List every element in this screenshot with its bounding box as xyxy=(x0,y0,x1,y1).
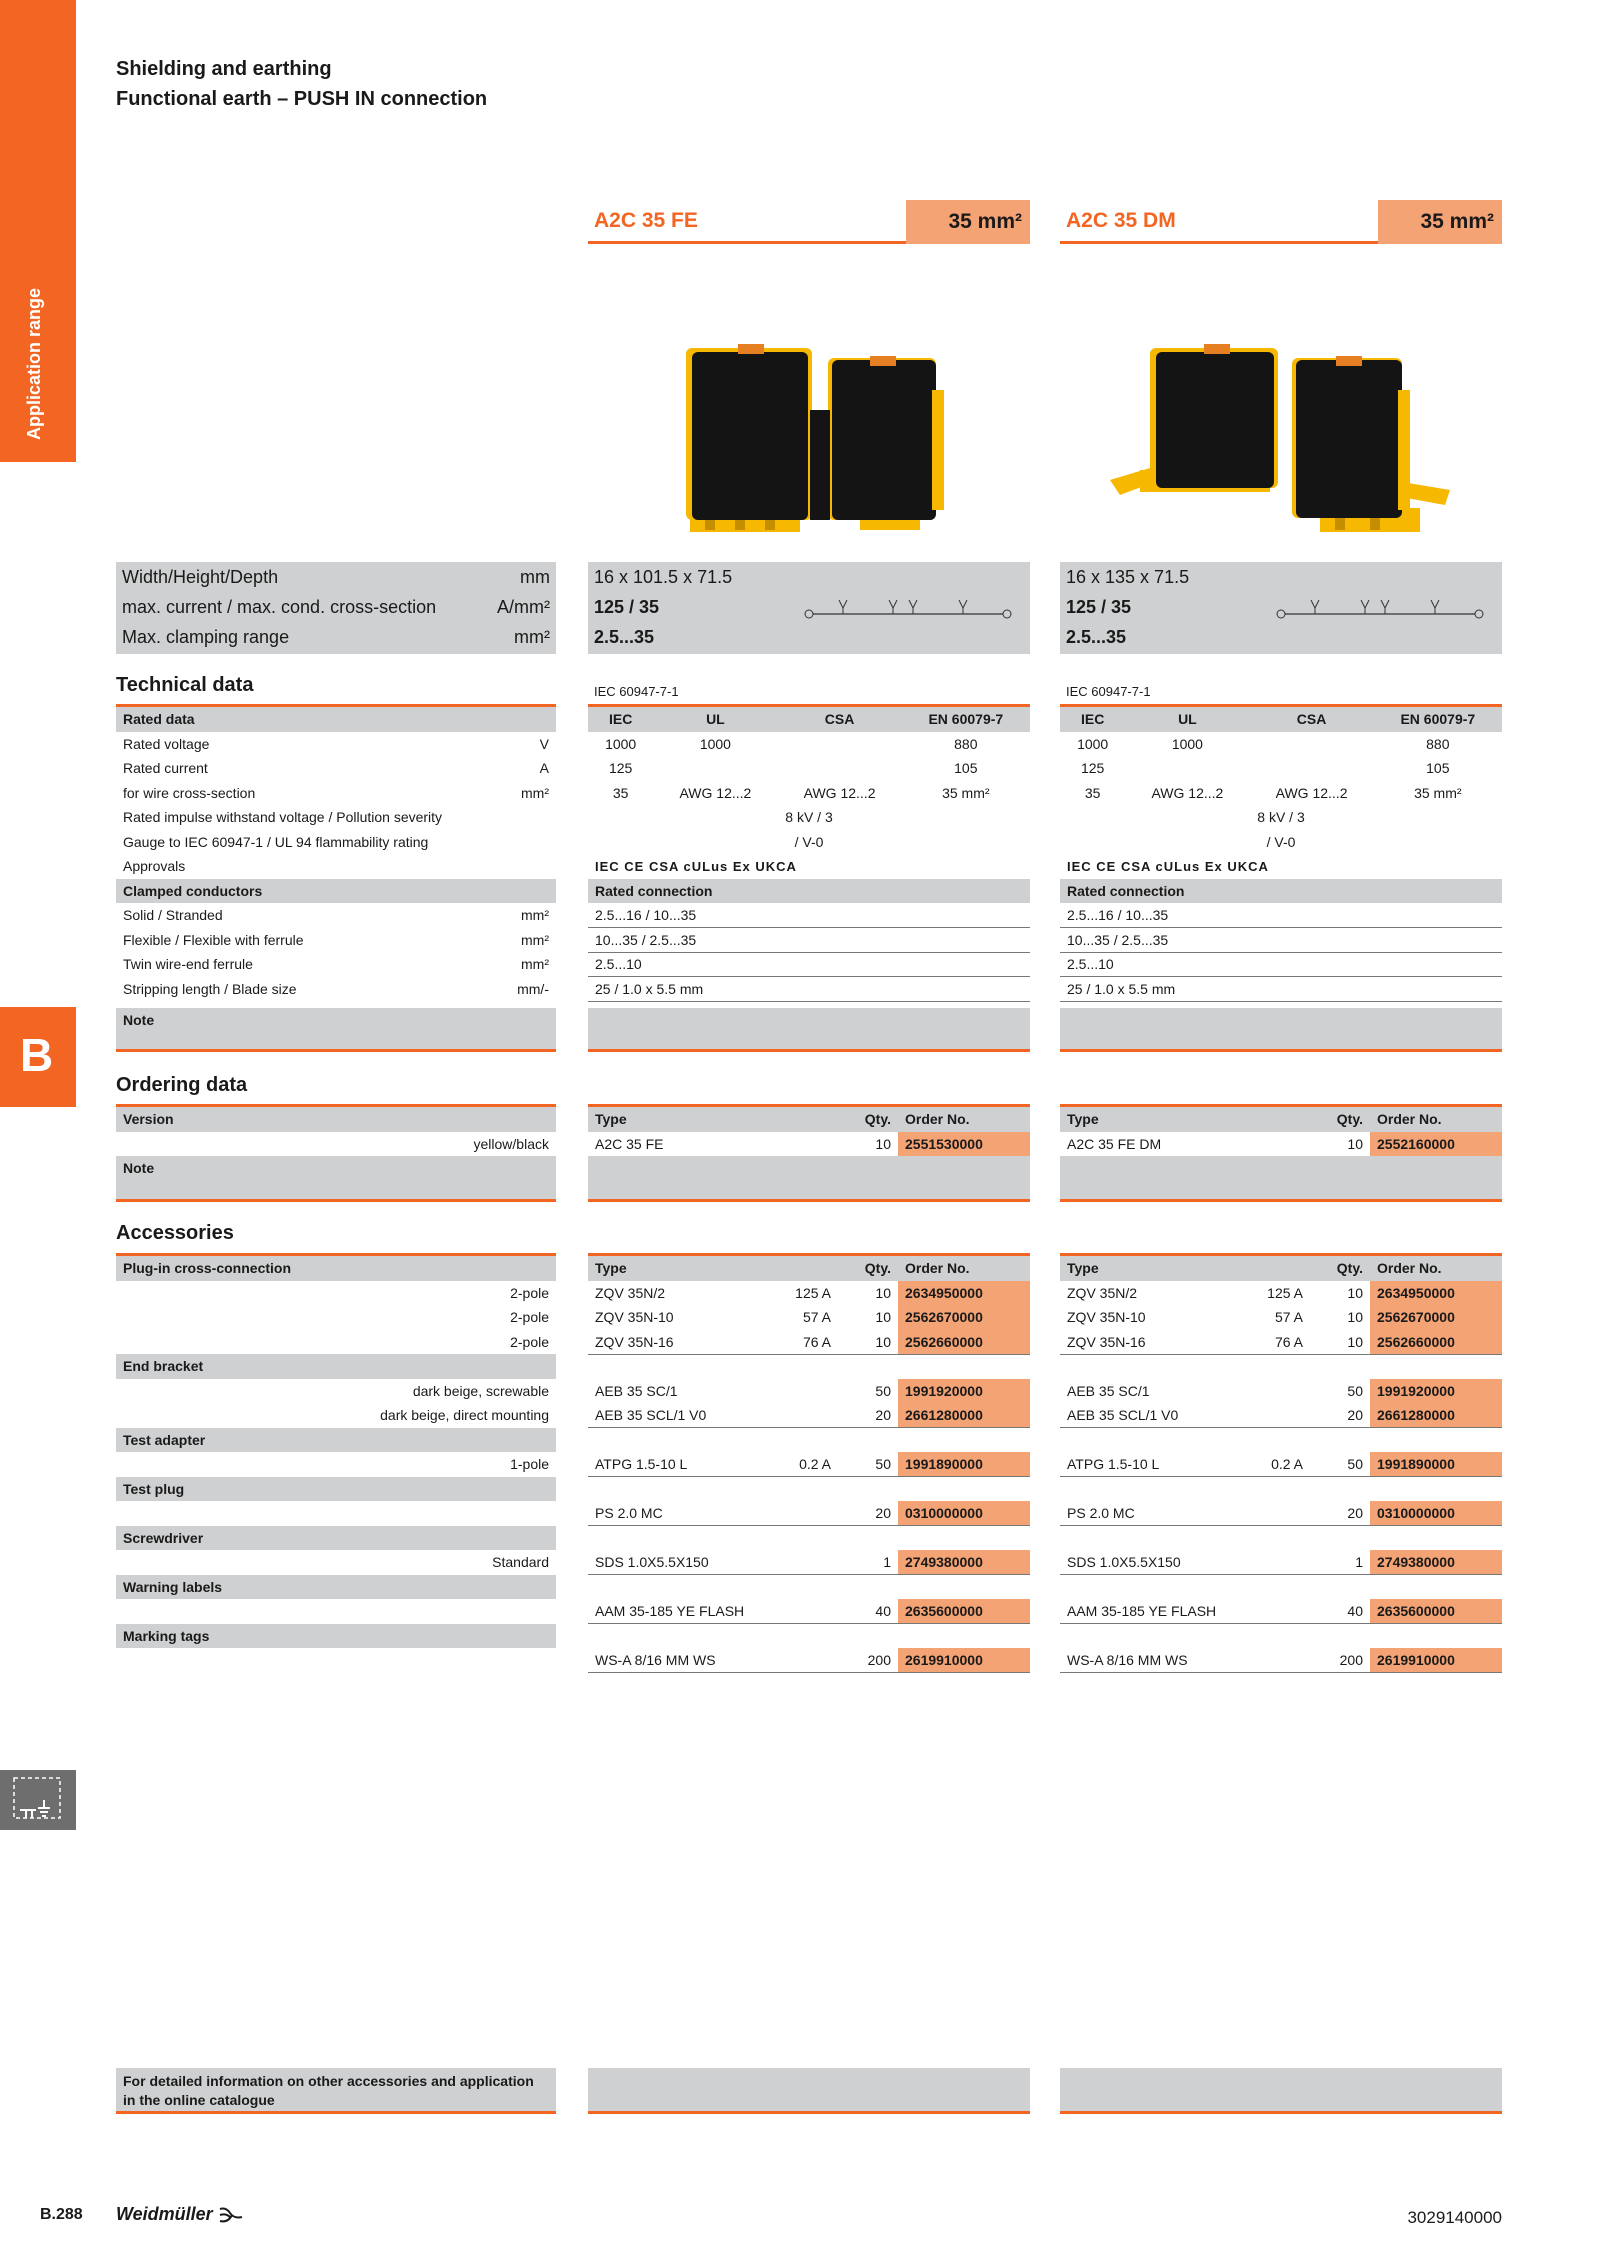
document-number: 3029140000 xyxy=(1407,2208,1502,2227)
accessories-product-1: Type Qty. Order No. ZQV 35N/2 125 A 10 2634950000 ZQV 35N-10 57 A 10 2562670000 ZQV 35N-16 76 A 10 2562660000 AEB 35 SC/1 50 1991920000 AEB 35 SCL/1 V0 20 2661280000 ATPG 1.5-10 L 0.2 A 50 1991890000 PS 2.0 MC 20 0310000000 SDS 1.0X5.5X150 1 2749380000 AAM 35-185 YE FLASH 40 2635600000 WS-A 8/16 MM WS 200 2619910000 xyxy=(588,1253,1030,1673)
order-number[interactable]: 2634950000 xyxy=(898,1281,1030,1306)
order-number[interactable]: 1991920000 xyxy=(1370,1379,1502,1404)
order-number[interactable]: 1991890000 xyxy=(1370,1452,1502,1477)
order-number[interactable]: 2562670000 xyxy=(898,1305,1030,1330)
order-number[interactable]: 2562660000 xyxy=(898,1330,1030,1355)
order-number[interactable]: 2634950000 xyxy=(1370,1281,1502,1306)
order-number[interactable]: 0310000000 xyxy=(1370,1501,1502,1526)
page-subtitle: Functional earth – PUSH IN connection xyxy=(116,88,488,110)
order-number[interactable]: 0310000000 xyxy=(898,1501,1030,1526)
order-number[interactable]: 2749380000 xyxy=(1370,1550,1502,1575)
footer-info-box-1 xyxy=(588,2068,1030,2114)
accessories-product-2: Type Qty. Order No. ZQV 35N/2 125 A 10 2634950000 ZQV 35N-10 57 A 10 2562670000 ZQV 35N-16 76 A 10 2562660000 AEB 35 SC/1 50 1991920000 AEB 35 SCL/1 V0 20 2661280000 ATPG 1.5-10 L 0.2 A 50 1991890000 PS 2.0 MC 20 0310000000 SDS 1.0X5.5X150 1 2749380000 AAM 35-185 YE FLASH 40 2635600000 WS-A 8/16 MM WS 200 2619910000 xyxy=(1060,1253,1502,1673)
product-name-1: A2C 35 FE xyxy=(588,200,906,244)
ordering-note-product-1 xyxy=(588,1156,1030,1202)
brand-logo: Weidmüller xyxy=(116,2204,244,2225)
product-image-2 xyxy=(1100,330,1460,560)
product-image-1 xyxy=(660,330,980,560)
technical-data-heading: Technical data xyxy=(116,674,254,696)
page-number: B.288 xyxy=(40,2206,83,2223)
product-size-1: 35 mm² xyxy=(906,200,1030,244)
note-box-product-1 xyxy=(588,1008,1030,1052)
key-data-product-1: 16 x 101.5 x 71.5 125 / 35 2.5...35 xyxy=(588,562,1030,654)
key-data-product-2: 16 x 135 x 71.5 125 / 35 2.5...35 xyxy=(1060,562,1502,654)
order-number[interactable]: 2635600000 xyxy=(898,1599,1030,1624)
order-number[interactable]: 1991920000 xyxy=(898,1379,1030,1404)
circuit-symbol-1 xyxy=(803,594,1013,622)
order-number[interactable]: 2635600000 xyxy=(1370,1599,1502,1624)
order-number[interactable]: 2551530000 xyxy=(898,1132,1030,1157)
standard-label-1: IEC 60947-7-1 xyxy=(594,684,679,699)
approval-icons-2: IEC CE CSA cULus Ex UKCA xyxy=(1067,858,1269,874)
technical-note: Note xyxy=(116,1008,556,1052)
application-range-label: Application range xyxy=(24,287,44,440)
approval-icons-1: IEC CE CSA cULus Ex UKCA xyxy=(595,858,797,874)
ordering-note: Note xyxy=(116,1156,556,1202)
ordering-product-2: Type Qty. Order No. A2C 35 FE DM 10 2552160000 xyxy=(1060,1104,1502,1156)
technical-data-product-1: IEC UL CSA EN 60079-7 1000 1000 880 125 105 35 AWG 12...2 AWG 12...2 35 mm² 8 kV / 3 / V-0 IEC CE CSA cULus Ex UKCA Rated connection 2.5...16 / 10...35 10...35 / 2.5...35 2.5...10 25 / 1.0 x 5.5 mm xyxy=(588,704,1030,1002)
ordering-labels: Version yellow/black xyxy=(116,1104,556,1156)
section-letter: B xyxy=(20,1029,54,1081)
order-number[interactable]: 2619910000 xyxy=(898,1648,1030,1673)
circuit-symbol-2 xyxy=(1275,594,1485,622)
footer-info: For detailed information on other accessories and application in the online catalogue xyxy=(116,2068,556,2114)
technical-data-labels: Rated data Rated voltage V Rated current A for wire cross-section mm² Rated impulse withstand voltage / Pollution severity Gauge to IEC 60947-1 / UL 94 flammability rating Approvals Clamped conductors Solid / Stranded mm² Flexible / Flexible with ferrule mm² Twin wire-end ferrule mm² Stripping length / Blade size mm/- xyxy=(116,704,556,1001)
standard-label-2: IEC 60947-7-1 xyxy=(1066,684,1151,699)
page-title: Shielding and earthing xyxy=(116,58,332,80)
order-number[interactable]: 2619910000 xyxy=(1370,1648,1502,1673)
product-size-2: 35 mm² xyxy=(1378,200,1502,244)
footer-info-box-2 xyxy=(1060,2068,1502,2114)
product-name-2: A2C 35 DM xyxy=(1060,200,1378,244)
earthing-icon xyxy=(0,1770,76,1830)
note-box-product-2 xyxy=(1060,1008,1502,1052)
ordering-product-1: Type Qty. Order No. A2C 35 FE 10 2551530000 xyxy=(588,1104,1030,1156)
technical-data-product-2: IEC UL CSA EN 60079-7 1000 1000 880 125 105 35 AWG 12...2 AWG 12...2 35 mm² 8 kV / 3 / V-0 IEC CE CSA cULus Ex UKCA Rated connection 2.5...16 / 10...35 10...35 / 2.5...35 2.5...10 25 / 1.0 x 5.5 mm xyxy=(1060,704,1502,1002)
order-number[interactable]: 2562670000 xyxy=(1370,1305,1502,1330)
order-number[interactable]: 2749380000 xyxy=(898,1550,1030,1575)
order-number[interactable]: 2661280000 xyxy=(898,1403,1030,1428)
brand-mark-icon xyxy=(218,2205,244,2225)
order-number[interactable]: 1991890000 xyxy=(898,1452,1030,1477)
ordering-note-product-2 xyxy=(1060,1156,1502,1202)
ordering-data-heading: Ordering data xyxy=(116,1074,248,1096)
order-number[interactable]: 2552160000 xyxy=(1370,1132,1502,1157)
accessories-labels: Plug-in cross-connection 2-pole 2-pole 2-pole End bracket dark beige, screwable dark beige, direct mounting Test adapter 1-pole Test plug Screwdriver Standard Warning labels Marking tags xyxy=(116,1253,556,1648)
order-number[interactable]: 2661280000 xyxy=(1370,1403,1502,1428)
accessories-heading: Accessories xyxy=(116,1222,234,1244)
key-data-labels: Width/Height/Depth mm max. current / max. cond. cross-section A/mm² Max. clamping range mm² xyxy=(116,562,556,654)
order-number[interactable]: 2562660000 xyxy=(1370,1330,1502,1355)
